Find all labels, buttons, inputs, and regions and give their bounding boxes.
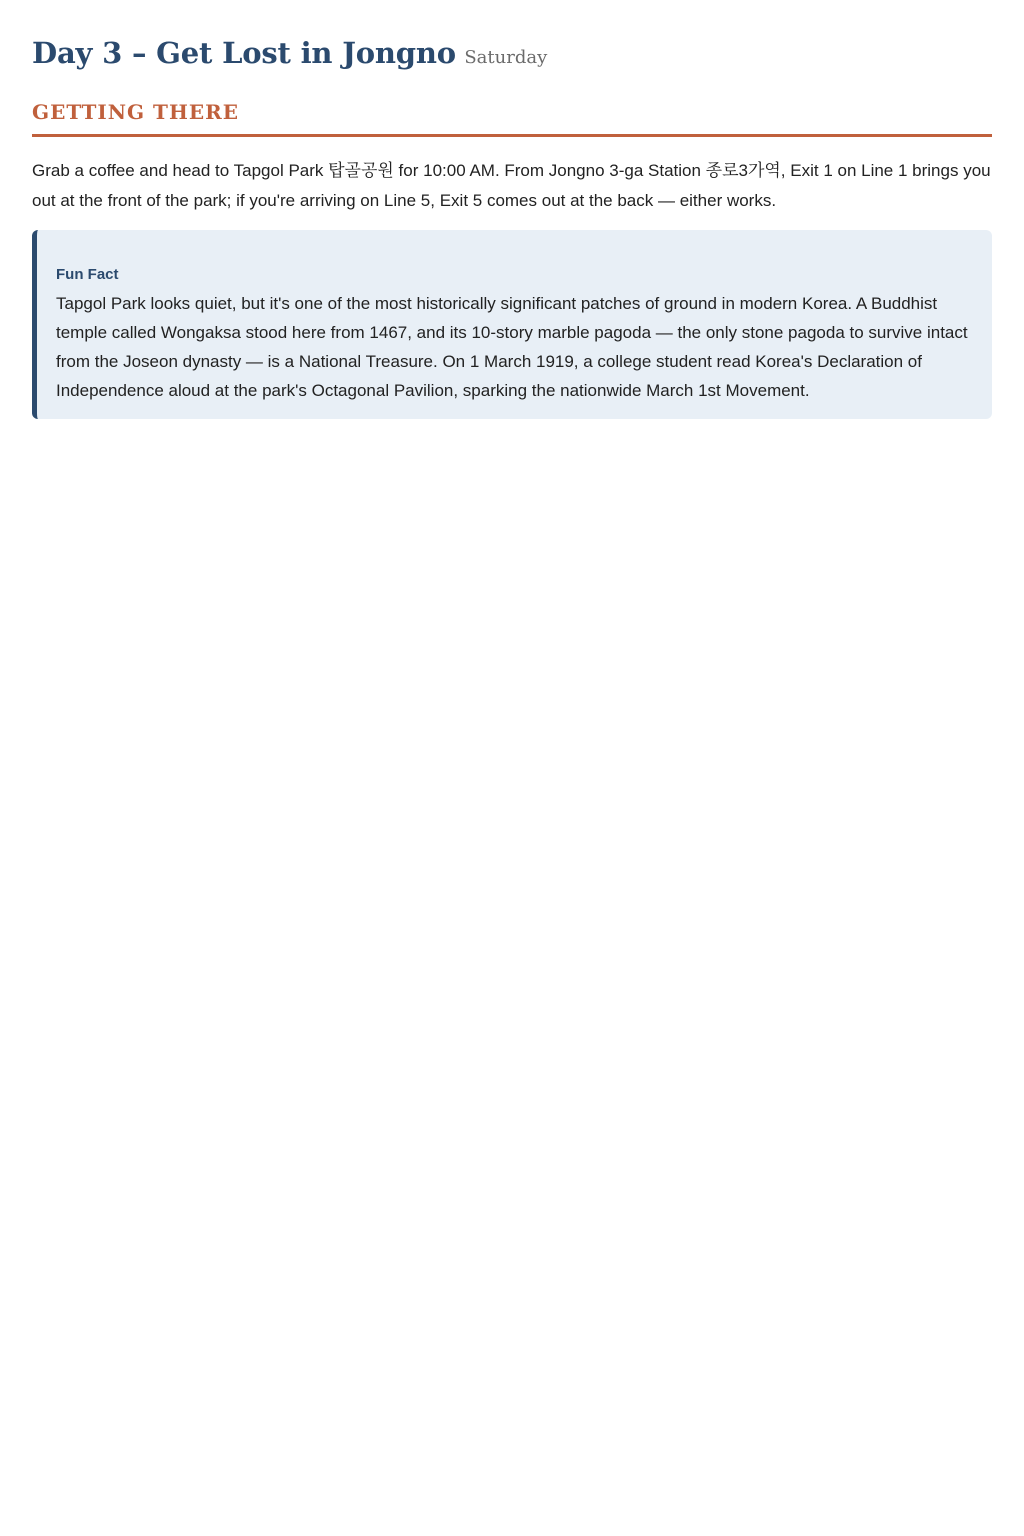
day-title: Day 3 – Get Lost in Jongno [32,36,456,70]
itinerary-page [32,0,992,419]
section-heading-getting-there: GETTING THERE [32,100,992,137]
day-weekday: Saturday [464,47,548,68]
fun-fact-label: Fun Fact [56,266,119,283]
getting-there-paragraph: Grab a coffee and head to Tapgol Park 탑골공원 for 10:00 AM. From Jongno 3-ga Station 종로3가역, Exit 1 on Line 1 brings you out at the front of the park; if you're arriving on Line 5, Exit 5 comes out at the back — either works. [32,161,991,210]
fun-fact-text: Tapgol Park looks quiet, but it's one of the most historically significant patches of ground in modern Korea. A Buddhist temple called Wongaksa stood here from 1467, and its 10-story marble pagoda — the only stone pagoda to survive intact from the Joseon dynasty — is a National Treasure. On 1 March 1919, a college student read Korea's Declaration of Independence aloud at the park's Octagonal Pavilion, sparking the nationwide March 1st Movement. [56,294,968,400]
fun-fact-callout [32,230,992,419]
day-header [32,36,992,76]
